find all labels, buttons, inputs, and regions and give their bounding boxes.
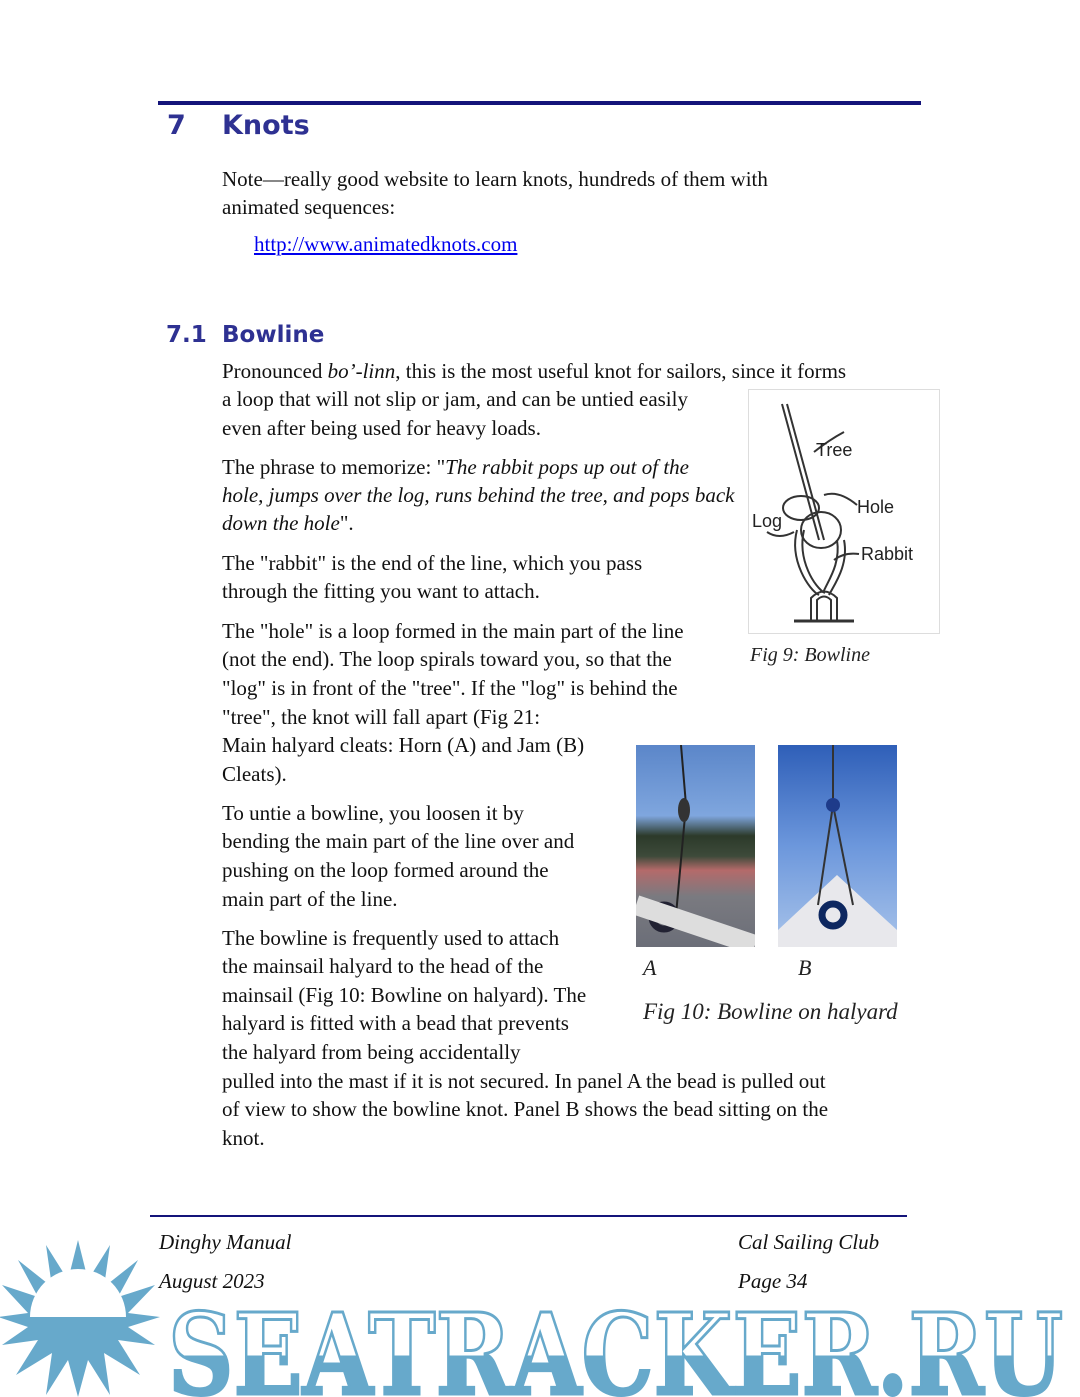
text-segment: Main halyard cleats: Horn (A) and Jam (B)	[222, 733, 585, 757]
fig9-caption: Fig 9: Bowline	[750, 644, 870, 666]
text-line	[222, 1009, 569, 1037]
text-segment: of view to show the bowline knot. Panel B shows the bead sitting on the	[222, 1097, 829, 1121]
animatedknots-link[interactable]: http://www.animatedknots.com	[254, 232, 518, 256]
text-line	[222, 645, 672, 673]
text-segment: main part of the line.	[222, 887, 398, 911]
text-line	[222, 617, 684, 645]
panel-a-label: A	[643, 955, 657, 980]
text-line	[222, 1124, 265, 1152]
italic-text: hole, jumps over the log, runs behind the tree, and pops back	[222, 483, 735, 507]
text-segment: The "rabbit" is the end of the line, which you pass	[222, 551, 643, 575]
label-tree: Tree	[816, 440, 853, 460]
text-segment: the mainsail halyard to the head of the	[222, 954, 544, 978]
text-line	[222, 549, 642, 577]
text-line	[222, 481, 734, 509]
text-line	[222, 193, 395, 221]
section-number: 7	[167, 110, 186, 141]
text-segment: the halyard from being accidentally	[222, 1040, 521, 1064]
text-line	[222, 981, 586, 1009]
footer-organization: Cal Sailing Club	[738, 1230, 880, 1254]
halyard-photo-b	[778, 745, 897, 947]
text-line	[222, 760, 287, 788]
text-segment: The bowline is frequently used to attach	[222, 926, 560, 950]
photo-panel-b	[778, 745, 897, 947]
italic-text: bo’-linn	[327, 359, 396, 383]
text-line	[222, 799, 524, 827]
label-hole: Hole	[857, 497, 895, 517]
text-segment: Note—really good website to learn knots, hundreds of them with	[222, 167, 768, 191]
footer-page-number: Page 34	[738, 1269, 808, 1293]
text-segment: even after being used for heavy loads.	[222, 416, 541, 440]
text-line	[222, 509, 354, 537]
text-segment: Pronounced	[222, 359, 328, 383]
footer-date: August 2023	[159, 1269, 265, 1293]
text-line	[222, 1038, 521, 1066]
top-rule	[158, 101, 921, 105]
footer-rule	[150, 1215, 907, 1217]
section-title: Knots	[222, 110, 310, 141]
text-line	[222, 414, 541, 442]
panel-b-label: B	[798, 955, 812, 980]
text-segment: bending the main part of the line over and	[222, 829, 575, 853]
text-line	[222, 165, 768, 193]
text-line	[222, 703, 540, 731]
text-segment: a loop that will not slip or jam, and can be untied easily	[222, 387, 688, 411]
text-line	[222, 453, 689, 481]
text-line	[222, 1067, 826, 1095]
text-segment: The phrase to memorize: "	[222, 455, 446, 479]
subsection-title: Bowline	[222, 322, 325, 348]
text-segment: animated sequences:	[222, 195, 396, 219]
text-segment: "log" is in front of the "tree". If the "log" is behind the	[222, 676, 678, 700]
text-line	[222, 924, 559, 952]
text-segment: ".	[339, 511, 354, 535]
bowline-diagram	[748, 389, 940, 634]
text-segment: , this is the most useful knot for sailors, since it forms	[395, 359, 847, 383]
text-line	[222, 577, 540, 605]
text-line	[222, 385, 688, 413]
text-line	[222, 827, 574, 855]
italic-text: The rabbit pops up out of the	[445, 455, 689, 479]
text-line	[222, 885, 398, 913]
text-segment: To untie a bowline, you loosen it by	[222, 801, 524, 825]
text-segment: (not the end). The loop spirals toward you, so that the	[222, 647, 672, 671]
footer-document-title: Dinghy Manual	[159, 1230, 292, 1254]
text-segment: pulled into the mast if it is not secured. In panel A the bead is pulled out	[222, 1069, 826, 1093]
text-line	[222, 1095, 828, 1123]
seatracker-watermark	[0, 1300, 1080, 1397]
text-segment: pushing on the loop formed around the	[222, 858, 549, 882]
halyard-photo-a	[636, 745, 755, 947]
italic-text: down the hole	[222, 511, 340, 535]
text-segment: knot.	[222, 1126, 265, 1150]
text-segment: halyard is fitted with a bead that prevents	[222, 1011, 569, 1035]
watermark-text: SEATRACKER.RU	[168, 1300, 1063, 1397]
text-line	[222, 952, 543, 980]
bowline-knot-illustration	[749, 390, 939, 633]
text-line	[222, 731, 584, 759]
subsection-number: 7.1	[166, 322, 207, 348]
text-segment: mainsail (Fig 10: Bowline on halyard). The	[222, 983, 587, 1007]
label-log: Log	[752, 511, 783, 531]
fig10-caption: Fig 10: Bowline on halyard	[643, 999, 898, 1024]
label-rabbit: Rabbit	[861, 544, 914, 564]
text-segment: The "hole" is a loop formed in the main part of the line	[222, 619, 684, 643]
text-segment: "tree", the knot will fall apart (Fig 21:	[222, 705, 541, 729]
photo-panel-a	[636, 745, 755, 947]
text-line	[222, 357, 846, 385]
text-line	[222, 856, 549, 884]
text-segment: through the fitting you want to attach.	[222, 579, 540, 603]
text-line	[222, 674, 678, 702]
text-segment: Cleats).	[222, 762, 287, 786]
